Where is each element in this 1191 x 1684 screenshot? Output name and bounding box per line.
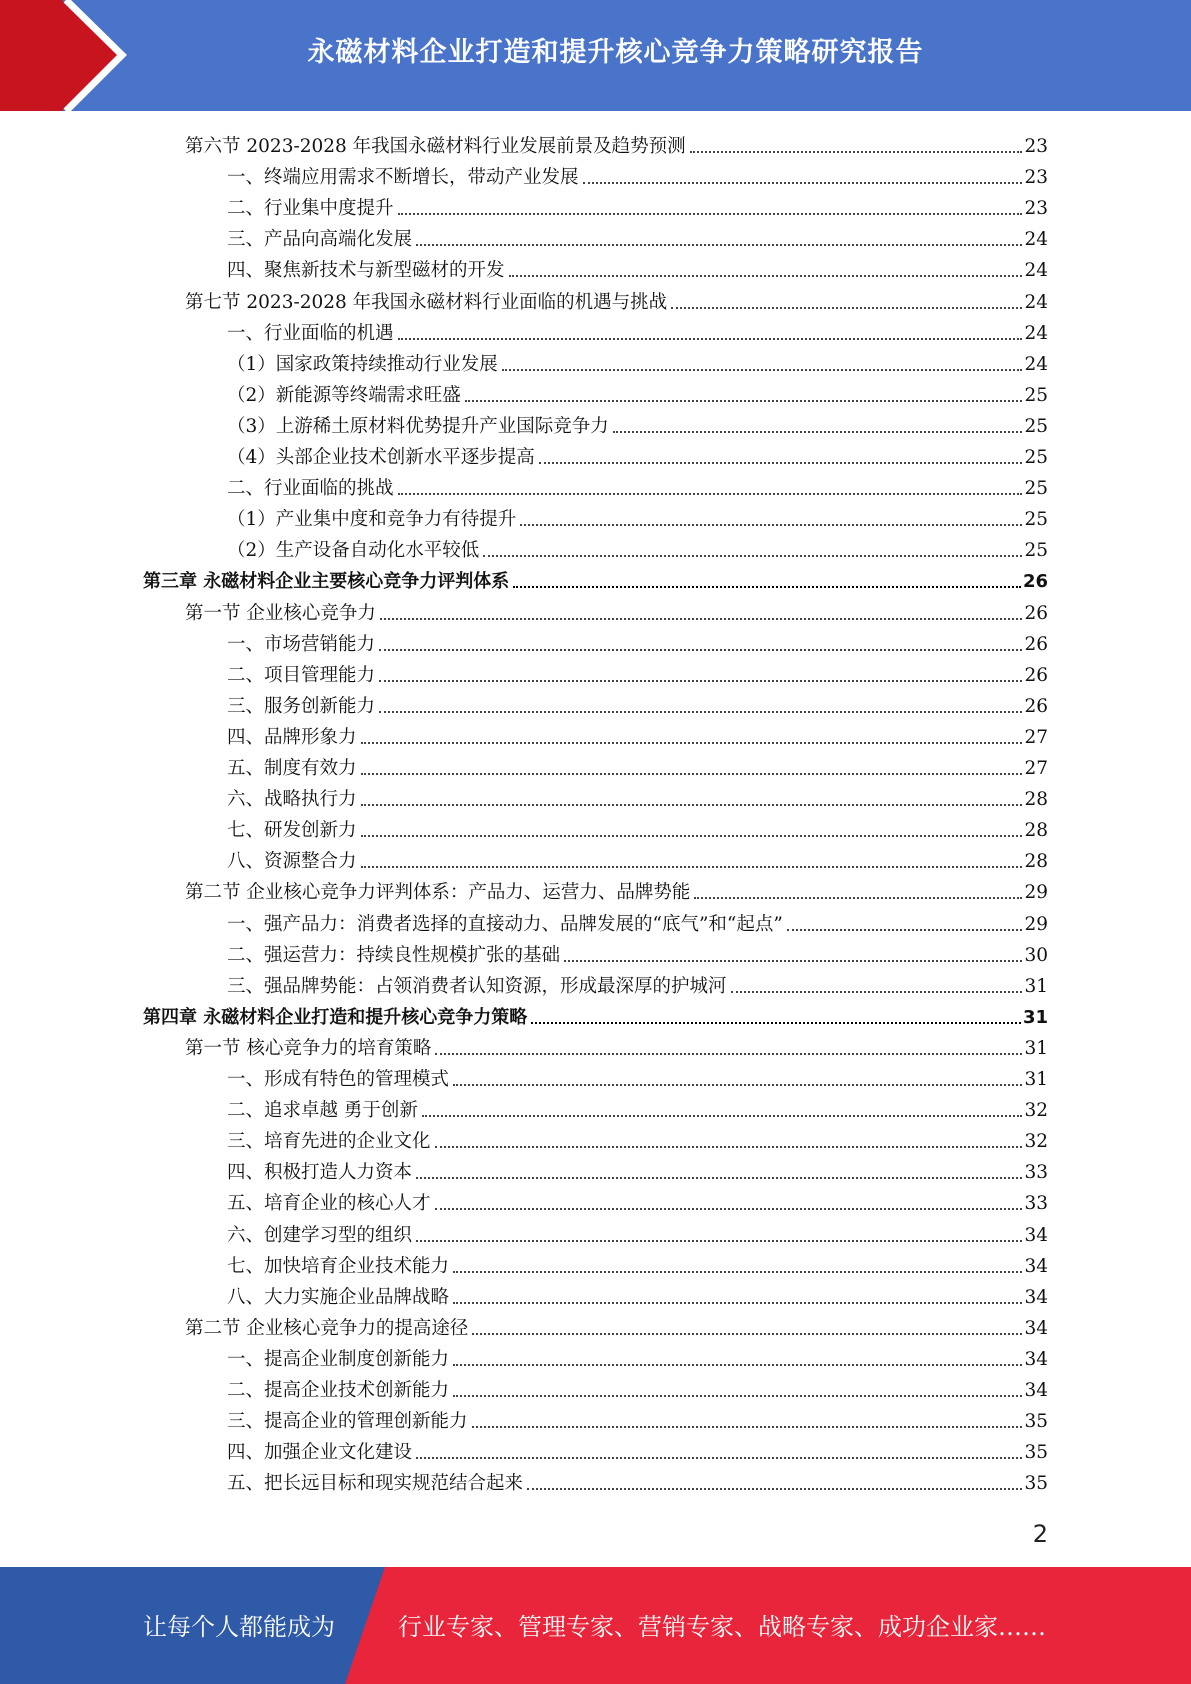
toc-entry-label: 一、行业面临的机遇 <box>227 322 394 344</box>
toc-dot-leader <box>361 773 1023 775</box>
toc-entry-page: 25 <box>1024 415 1048 437</box>
toc-entry-label: 三、产品向高端化发展 <box>227 229 413 251</box>
toc-entry-page: 23 <box>1024 167 1048 189</box>
toc-item-entry[interactable] <box>227 719 1048 750</box>
toc-dot-leader <box>416 244 1022 246</box>
toc-item-entry[interactable] <box>227 657 1048 688</box>
footer-slogan-right: 行业专家、管理专家、营销专家、战略专家、成功企业家…… <box>398 1613 1046 1641</box>
toc-entry-page: 34 <box>1024 1224 1048 1246</box>
toc-entry-page: 23 <box>1024 136 1048 157</box>
toc-entry-page: 31 <box>1024 1069 1048 1090</box>
toc-dot-leader <box>453 1395 1022 1397</box>
toc-dot-leader <box>531 1022 1021 1024</box>
toc-chapter-entry[interactable] <box>143 563 1048 594</box>
toc-item-entry[interactable] <box>227 688 1048 719</box>
toc-dot-leader <box>453 1271 1022 1273</box>
toc-entry-label: （1）国家政策持续推动行业发展 <box>227 353 498 375</box>
toc-item-entry[interactable] <box>227 470 1048 501</box>
toc-entry-page: 31 <box>1024 1037 1048 1059</box>
toc-entry-label: 四、积极打造人力资本 <box>227 1162 413 1184</box>
toc-chapter-entry[interactable] <box>143 999 1048 1030</box>
toc-entry-page: 25 <box>1024 540 1048 562</box>
toc-item-entry[interactable] <box>227 1403 1048 1434</box>
toc-entry-label: （4）头部企业技术创新水平逐步提高 <box>227 447 535 468</box>
toc-item-entry[interactable] <box>227 1465 1048 1496</box>
toc-entry-label: 七、研发创新力 <box>227 820 357 842</box>
toc-item-entry[interactable] <box>227 1341 1048 1372</box>
toc-entry-label: 二、项目管理能力 <box>227 664 376 686</box>
toc-dot-leader <box>453 1302 1022 1304</box>
toc-dot-leader <box>361 835 1023 837</box>
toc-entry-page: 35 <box>1024 1411 1048 1433</box>
toc-entry-page: 33 <box>1024 1162 1048 1184</box>
toc-dot-leader <box>379 649 1022 651</box>
toc-item-entry[interactable] <box>227 532 1048 563</box>
toc-entry-page: 30 <box>1024 944 1048 966</box>
toc-dot-leader <box>416 1240 1022 1242</box>
toc-item-entry[interactable] <box>227 252 1048 283</box>
toc-entry-page: 34 <box>1024 1317 1048 1339</box>
toc-entry-label: （2）新能源等终端需求旺盛 <box>227 384 461 406</box>
toc-dot-leader <box>422 1115 1023 1117</box>
toc-entry-label: （1）产业集中度和竞争力有待提升 <box>227 509 517 531</box>
toc-dot-leader <box>513 586 1021 588</box>
toc-entry-label: （3）上游稀土原材料优势提升产业国际竞争力 <box>227 415 609 437</box>
toc-entry-page: 24 <box>1024 322 1048 344</box>
toc-item-entry[interactable] <box>227 937 1048 968</box>
toc-section-entry[interactable] <box>185 284 1048 315</box>
toc-entry-label: 一、形成有特色的管理模式 <box>227 1069 450 1090</box>
toc-item-entry[interactable] <box>227 1372 1048 1403</box>
toc-entry-page: 35 <box>1024 1473 1048 1495</box>
toc-dot-leader <box>453 1084 1022 1086</box>
toc-dot-leader <box>472 1426 1023 1428</box>
report-title: 永磁材料企业打造和提升核心竞争力策略研究报告 <box>307 37 924 68</box>
toc-dot-leader <box>379 711 1022 713</box>
toc-entry-page: 24 <box>1024 229 1048 251</box>
toc-entry-label: 第二节 企业核心竞争力的提高途径 <box>185 1317 469 1339</box>
toc-entry-label: 七、加快培育企业技术能力 <box>227 1255 450 1277</box>
toc-entry-page: 28 <box>1024 851 1048 873</box>
toc-dot-leader <box>694 897 1022 899</box>
toc-entry-page: 29 <box>1024 882 1048 904</box>
toc-entry-label: 五、培育企业的核心人才 <box>227 1193 431 1215</box>
toc-entry-label: 三、强品牌势能：占领消费者认知资源，形成最深厚的护城河 <box>227 975 727 997</box>
toc-entry-label: 二、强运营力：持续良性规模扩张的基础 <box>227 944 561 966</box>
toc-dot-leader <box>380 618 1023 620</box>
toc-dot-leader <box>502 369 1023 371</box>
toc-item-entry[interactable] <box>227 750 1048 781</box>
toc-entry-page: 25 <box>1024 478 1048 500</box>
toc-entry-page: 23 <box>1024 198 1048 220</box>
toc-item-entry[interactable] <box>227 968 1048 999</box>
toc-entry-page: 26 <box>1024 695 1048 717</box>
toc-dot-leader <box>539 462 1023 464</box>
toc-entry-page: 32 <box>1024 1131 1048 1153</box>
toc-item-entry[interactable] <box>227 843 1048 874</box>
toc-dot-leader <box>398 213 1023 215</box>
toc-entry-label: 一、终端应用需求不断增长，带动产业发展 <box>227 167 579 189</box>
toc-dot-leader <box>465 400 1023 402</box>
toc-section-entry[interactable] <box>185 595 1048 626</box>
toc-entry-page: 31 <box>1024 975 1048 997</box>
toc-entry-label: 二、提高企业技术创新能力 <box>227 1380 450 1401</box>
toc-item-entry[interactable] <box>227 377 1048 408</box>
toc-item-entry[interactable] <box>227 1279 1048 1310</box>
toc-entry-label: 四、加强企业文化建设 <box>227 1442 413 1464</box>
toc-entry-page: 26 <box>1024 633 1048 655</box>
toc-entry-label: （2）生产设备自动化水平较低 <box>227 540 480 562</box>
toc-dot-leader <box>509 275 1023 277</box>
toc-entry-page: 26 <box>1022 571 1048 593</box>
toc-entry-page: 26 <box>1024 664 1048 686</box>
toc-item-entry[interactable] <box>227 408 1048 439</box>
toc-dot-leader <box>520 524 1022 526</box>
toc-entry-label: 第四章 永磁材料企业打造和提升核心竞争力策略 <box>143 1006 528 1028</box>
toc-entry-label: 三、提高企业的管理创新能力 <box>227 1411 468 1433</box>
toc-dot-leader <box>379 680 1022 682</box>
toc-entry-page: 28 <box>1024 820 1048 842</box>
toc-entry-label: 六、创建学习型的组织 <box>227 1224 413 1246</box>
toc-entry-page: 25 <box>1024 447 1048 468</box>
toc-dot-leader <box>435 1208 1023 1210</box>
toc-entry-label: 第七节 2023-2028 年我国永磁材料行业面临的机遇与挑战 <box>185 291 668 313</box>
toc-dot-leader <box>398 338 1023 340</box>
toc-item-entry[interactable] <box>227 1061 1048 1092</box>
toc-entry-page: 34 <box>1024 1286 1048 1308</box>
toc-entry-label: 第一节 核心竞争力的培育策略 <box>185 1037 432 1059</box>
toc-dot-leader <box>472 1333 1022 1335</box>
toc-entry-page: 27 <box>1024 758 1048 779</box>
toc-entry-label: 一、提高企业制度创新能力 <box>227 1348 450 1370</box>
toc-entry-page: 35 <box>1024 1442 1048 1464</box>
toc-entry-label: 四、品牌形象力 <box>227 726 357 748</box>
toc-item-entry[interactable] <box>227 315 1048 346</box>
toc-entry-label: 二、追求卓越 勇于创新 <box>227 1100 418 1122</box>
toc-item-entry[interactable] <box>227 221 1048 252</box>
toc-dot-leader <box>398 493 1023 495</box>
toc-dot-leader <box>435 1146 1023 1148</box>
toc-section-entry[interactable] <box>185 874 1048 905</box>
toc-entry-label: 二、行业面临的挑战 <box>227 478 394 500</box>
toc-entry-label: 六、战略执行力 <box>227 789 357 811</box>
toc-dot-leader <box>731 991 1023 993</box>
toc-dot-leader <box>564 960 1022 962</box>
toc-entry-label: 五、把长远目标和现实规范结合起来 <box>227 1473 524 1495</box>
toc-dot-leader <box>361 804 1023 806</box>
page-footer <box>0 1567 1191 1684</box>
toc-item-entry[interactable] <box>227 1248 1048 1279</box>
toc-item-entry[interactable] <box>227 812 1048 843</box>
page-number: 2 <box>1032 1520 1048 1548</box>
toc-entry-label: 四、聚焦新技术与新型磁材的开发 <box>227 260 505 282</box>
toc-entry-label: 一、市场营销能力 <box>227 633 376 655</box>
toc-entry-page: 33 <box>1024 1193 1048 1215</box>
toc-dot-leader <box>361 866 1023 868</box>
toc-item-entry[interactable] <box>227 1217 1048 1248</box>
toc-entry-label: 第一节 企业核心竞争力 <box>185 602 376 624</box>
toc-section-entry[interactable] <box>185 1310 1048 1341</box>
footer-slogan-left: 让每个人都能成为 <box>143 1613 335 1641</box>
toc-section-entry[interactable] <box>185 128 1048 159</box>
toc-entry-page: 25 <box>1024 384 1048 406</box>
page-header <box>0 0 1191 111</box>
toc-item-entry[interactable] <box>227 501 1048 532</box>
toc-section-entry[interactable] <box>185 1030 1048 1061</box>
toc-entry-page: 31 <box>1022 1006 1048 1028</box>
toc-entry-label: 第三章 永磁材料企业主要核心竞争力评判体系 <box>143 571 510 593</box>
toc-entry-page: 32 <box>1024 1100 1048 1122</box>
toc-dot-leader <box>453 1364 1022 1366</box>
toc-entry-page: 28 <box>1024 789 1048 811</box>
toc-item-entry[interactable] <box>227 781 1048 812</box>
toc-entry-label: 第二节 企业核心竞争力评判体系：产品力、运营力、品牌势能 <box>185 882 691 904</box>
toc-entry-page: 34 <box>1024 1380 1048 1401</box>
toc-entry-label: 三、培育先进的企业文化 <box>227 1131 431 1153</box>
toc-entry-page: 24 <box>1024 260 1048 282</box>
toc-entry-label: 三、服务创新能力 <box>227 695 376 717</box>
toc-item-entry[interactable] <box>227 1185 1048 1216</box>
toc-dot-leader <box>787 929 1023 931</box>
toc-dot-leader <box>435 1053 1022 1055</box>
toc-entry-page: 24 <box>1024 291 1048 313</box>
toc-dot-leader <box>690 151 1023 153</box>
toc-dot-leader <box>416 1457 1022 1459</box>
toc-dot-leader <box>613 431 1023 433</box>
toc-item-entry[interactable] <box>227 346 1048 377</box>
toc-item-entry[interactable] <box>227 1154 1048 1185</box>
toc-entry-label: 八、大力实施企业品牌战略 <box>227 1286 450 1308</box>
toc-item-entry[interactable] <box>227 626 1048 657</box>
toc-item-entry[interactable] <box>227 1123 1048 1154</box>
toc-dot-leader <box>361 742 1023 744</box>
toc-entry-page: 34 <box>1024 1348 1048 1370</box>
toc-entry-page: 34 <box>1024 1255 1048 1277</box>
toc-entry-page: 27 <box>1024 726 1048 748</box>
toc-entry-label: 二、行业集中度提升 <box>227 198 394 220</box>
toc-dot-leader <box>583 182 1023 184</box>
toc-dot-leader <box>527 1488 1022 1490</box>
toc-entry-label: 五、制度有效力 <box>227 758 357 779</box>
toc-item-entry[interactable] <box>227 906 1048 937</box>
toc-dot-leader <box>671 307 1022 309</box>
toc-item-entry[interactable] <box>227 1092 1048 1123</box>
toc-dot-leader <box>483 555 1022 557</box>
toc-entry-page: 29 <box>1024 913 1048 935</box>
toc-entry-label: 一、强产品力：消费者选择的直接动力、品牌发展的“底气”和“起点” <box>227 913 783 935</box>
toc-item-entry[interactable] <box>227 190 1048 221</box>
toc-entry-page: 24 <box>1024 353 1048 375</box>
toc-item-entry[interactable] <box>227 439 1048 470</box>
toc-entry-label: 八、资源整合力 <box>227 851 357 873</box>
toc-item-entry[interactable] <box>227 1434 1048 1465</box>
toc-dot-leader <box>416 1177 1022 1179</box>
toc-entry-page: 26 <box>1024 602 1048 624</box>
toc-item-entry[interactable] <box>227 159 1048 190</box>
toc-entry-label: 第六节 2023-2028 年我国永磁材料行业发展前景及趋势预测 <box>185 136 686 157</box>
toc-entry-page: 25 <box>1024 509 1048 531</box>
